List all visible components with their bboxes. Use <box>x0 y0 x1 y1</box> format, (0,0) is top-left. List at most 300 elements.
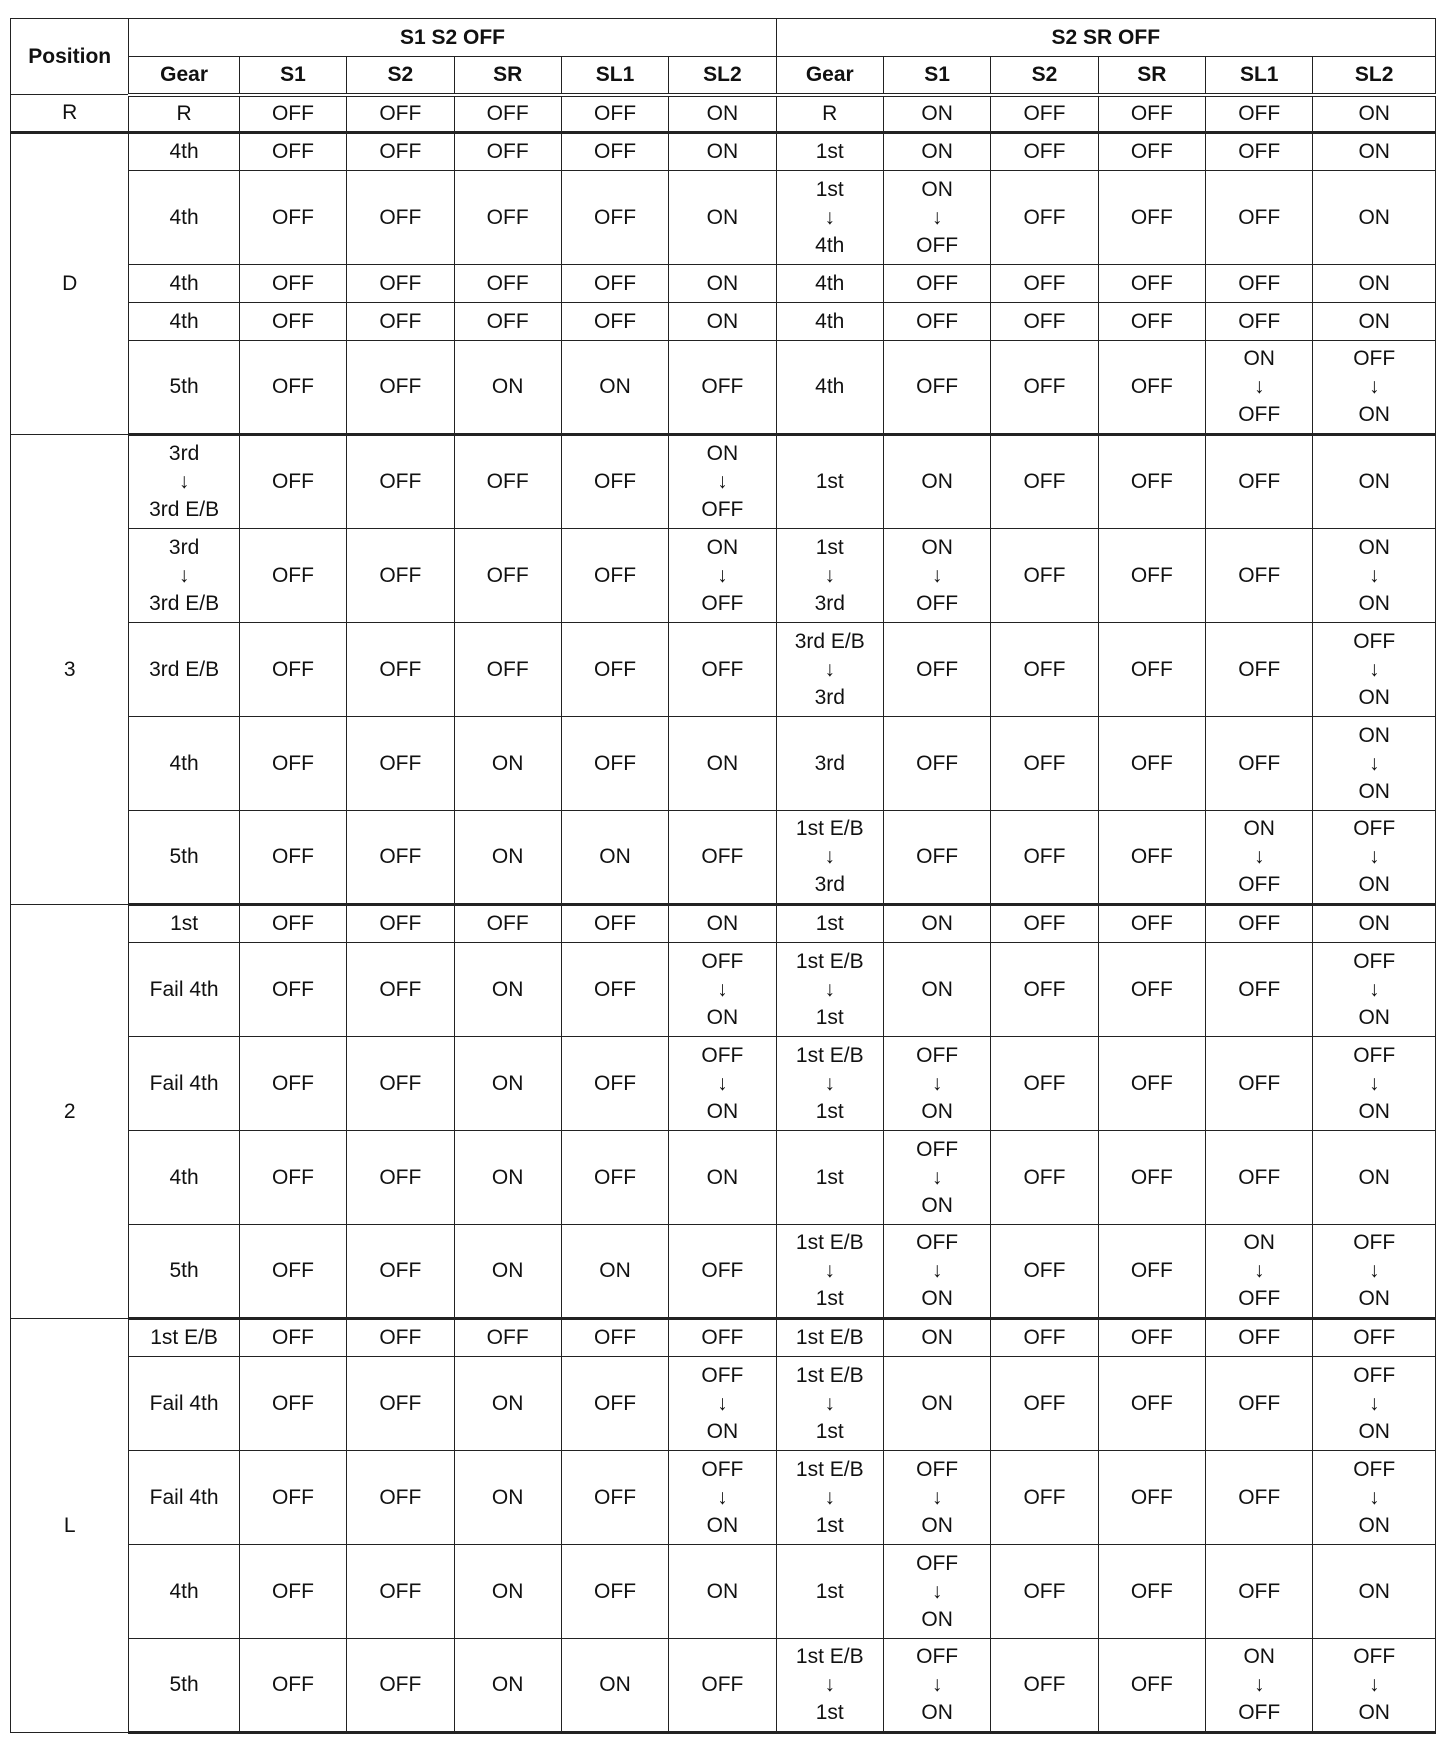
cell-text: OFF <box>594 1326 637 1349</box>
table-cell <box>239 133 346 171</box>
table-cell <box>669 1451 776 1545</box>
down-arrow-icon: ↓ <box>931 1485 943 1509</box>
cell-text: OFF <box>1238 140 1281 163</box>
solenoid-shift-table <box>10 18 1436 1734</box>
cell-text: OFF <box>1023 101 1066 125</box>
cell-text: OFF <box>594 1391 637 1415</box>
table-row <box>11 171 1436 265</box>
cell-text: OFF <box>1130 657 1173 681</box>
cell-text: ON <box>1358 535 1390 559</box>
down-arrow-icon: ↓ <box>178 470 190 493</box>
table-cell <box>991 529 1098 623</box>
table-cell <box>454 341 561 435</box>
down-arrow-icon: ↓ <box>931 1071 943 1095</box>
table-cell <box>347 95 454 133</box>
table-cell <box>239 303 346 341</box>
cell-text: OFF <box>1353 1326 1396 1349</box>
table-cell <box>991 943 1098 1037</box>
cell-text: 1st E/B <box>795 1231 864 1254</box>
cell-text: OFF <box>271 470 314 493</box>
table-cell <box>561 529 668 623</box>
table-cell <box>347 265 454 303</box>
cell-text: OFF <box>916 1043 959 1067</box>
table-cell <box>1098 1639 1205 1733</box>
cell-text: OFF <box>379 1326 422 1349</box>
cell-text: OFF <box>1023 912 1066 935</box>
cell-text: ON <box>921 470 953 493</box>
down-arrow-icon: ↓ <box>931 1579 943 1603</box>
cell-text: 1st <box>815 1513 844 1537</box>
down-arrow-icon: ↓ <box>717 1071 728 1095</box>
cell-text: ON <box>921 1287 953 1310</box>
table-cell <box>347 943 454 1037</box>
cell-text: OFF <box>1238 271 1281 295</box>
cell-text: 5th <box>169 1259 199 1282</box>
cell-text: OFF <box>1238 101 1281 125</box>
cell-text: 3rd <box>168 535 200 559</box>
table-cell <box>347 1545 454 1639</box>
table-cell <box>776 341 883 435</box>
table-cell <box>883 341 990 435</box>
down-arrow-icon: ↓ <box>824 845 835 868</box>
table-cell <box>1098 1545 1205 1639</box>
table-cell <box>239 95 346 133</box>
cell-text: 3rd <box>168 442 200 465</box>
table-cell <box>239 341 346 435</box>
table-cell <box>1313 623 1436 717</box>
table-cell <box>883 133 990 171</box>
table-cell <box>1313 1639 1436 1733</box>
cell-text: OFF <box>916 1551 959 1575</box>
table-cell <box>669 1357 776 1451</box>
cell-text: ON <box>491 845 524 868</box>
group-header-left: S1 S2 OFF <box>129 19 776 57</box>
cell-text: OFF <box>486 271 529 295</box>
table-cell <box>239 623 346 717</box>
table-cell <box>561 1037 668 1131</box>
down-arrow-icon: ↓ <box>717 977 728 1001</box>
table-cell <box>1313 1131 1436 1225</box>
table-cell <box>991 435 1098 529</box>
table-cell <box>991 717 1098 811</box>
table-cell <box>1098 303 1205 341</box>
cell-text: OFF <box>1023 271 1066 295</box>
cell-text: ON <box>921 1701 953 1724</box>
cell-text: OFF <box>1023 1579 1066 1603</box>
cell-text: OFF <box>486 470 529 493</box>
cell-text: OFF <box>379 1165 422 1189</box>
cell-text: OFF <box>271 1326 314 1349</box>
table-cell <box>561 1639 668 1733</box>
cell-text: ON <box>1358 470 1390 493</box>
cell-text: ON <box>706 1419 739 1443</box>
cell-text: OFF <box>1130 1485 1173 1509</box>
cell-text: OFF <box>1130 1165 1173 1189</box>
table-cell <box>776 1357 883 1451</box>
cell-text: OFF <box>1130 1391 1173 1415</box>
cell-text: OFF <box>1130 845 1173 868</box>
table-cell <box>1098 265 1205 303</box>
table-cell <box>239 1545 346 1639</box>
down-arrow-icon: ↓ <box>1368 1485 1380 1509</box>
table-cell <box>991 1037 1098 1131</box>
table-cell <box>454 265 561 303</box>
table-cell <box>991 133 1098 171</box>
table-cell <box>239 717 346 811</box>
column-header: SL1 <box>561 57 668 95</box>
cell-text: Fail 4th <box>149 1391 219 1415</box>
cell-text: OFF <box>1023 1165 1066 1189</box>
table-cell <box>776 1225 883 1319</box>
table-row <box>11 303 1436 341</box>
down-arrow-icon: ↓ <box>824 1259 835 1282</box>
table-cell <box>1313 943 1436 1037</box>
cell-text: OFF <box>379 271 422 295</box>
solenoid-table-container <box>10 18 1436 1734</box>
cell-text: ON <box>599 845 631 868</box>
table-row <box>11 811 1436 905</box>
column-header: S1 <box>883 57 990 95</box>
cell-text: OFF <box>271 977 314 1001</box>
cell-text: ON <box>1358 1287 1390 1310</box>
table-cell <box>883 1037 990 1131</box>
cell-text: OFF <box>916 1137 959 1161</box>
cell-text: OFF <box>486 140 529 163</box>
cell-text: OFF <box>379 1673 422 1696</box>
position-cell: D <box>11 133 129 435</box>
group-header-right: S2 SR OFF <box>776 19 1435 57</box>
table-cell <box>239 265 346 303</box>
cell-text: OFF <box>594 1485 637 1509</box>
table-cell <box>1098 95 1205 133</box>
table-cell <box>129 717 239 811</box>
table-cell <box>454 95 561 133</box>
table-row <box>11 623 1436 717</box>
down-arrow-icon: ↓ <box>824 1673 835 1696</box>
cell-text: ON <box>491 375 524 398</box>
table-cell <box>1206 303 1313 341</box>
table-cell <box>561 133 668 171</box>
cell-text: OFF <box>486 912 529 935</box>
table-cell <box>129 943 239 1037</box>
table-cell <box>1206 1545 1313 1639</box>
cell-text: OFF <box>1130 977 1173 1001</box>
table-cell <box>1098 1319 1205 1357</box>
table-cell <box>561 717 668 811</box>
cell-text: OFF <box>271 101 314 125</box>
table-row <box>11 341 1436 435</box>
cell-text: OFF <box>1130 205 1173 229</box>
cell-text: ON <box>921 535 953 559</box>
cell-text: OFF <box>594 1071 637 1095</box>
table-cell <box>454 133 561 171</box>
cell-text: R <box>176 101 192 125</box>
table-cell <box>1313 1451 1436 1545</box>
cell-text: 4th <box>169 140 199 163</box>
cell-text: ON <box>1358 403 1390 426</box>
cell-text: ON <box>921 101 953 125</box>
table-cell <box>347 811 454 905</box>
table-cell <box>129 171 239 265</box>
table-cell <box>239 1037 346 1131</box>
table-cell <box>883 905 990 943</box>
table-cell <box>991 1225 1098 1319</box>
table-cell <box>454 623 561 717</box>
cell-text: ON <box>706 101 739 125</box>
table-cell <box>669 435 776 529</box>
cell-text: OFF <box>594 140 637 163</box>
table-cell <box>239 905 346 943</box>
table-cell <box>883 1225 990 1319</box>
cell-text: OFF <box>916 375 959 398</box>
cell-text: OFF <box>379 751 422 775</box>
table-cell <box>454 1639 561 1733</box>
cell-text: ON <box>706 1005 739 1029</box>
cell-text: 1st <box>815 140 844 163</box>
down-arrow-icon: ↓ <box>178 563 190 587</box>
cell-text: ON <box>599 1259 631 1282</box>
table-cell <box>883 1131 990 1225</box>
cell-text: ON <box>599 375 631 398</box>
table-cell <box>454 303 561 341</box>
table-cell <box>883 1639 990 1733</box>
table-cell <box>1313 905 1436 943</box>
cell-text: OFF <box>1238 657 1281 681</box>
cell-text: OFF <box>1130 1673 1173 1696</box>
table-cell <box>1313 303 1436 341</box>
table-cell <box>883 95 990 133</box>
cell-text: OFF <box>594 101 637 125</box>
table-cell <box>454 1319 561 1357</box>
cell-text: ON <box>491 1165 524 1189</box>
down-arrow-icon: ↓ <box>1368 845 1380 868</box>
table-cell <box>776 303 883 341</box>
table-row <box>11 1357 1436 1451</box>
cell-text: OFF <box>701 1259 744 1282</box>
table-cell <box>776 1451 883 1545</box>
cell-text: OFF <box>379 657 422 681</box>
cell-text: OFF <box>486 101 529 125</box>
cell-text: 4th <box>815 375 845 398</box>
table-cell <box>669 171 776 265</box>
table-cell <box>1313 95 1436 133</box>
cell-text: OFF <box>701 1673 744 1696</box>
cell-text: OFF <box>486 205 529 229</box>
cell-text: OFF <box>379 470 422 493</box>
table-cell <box>454 943 561 1037</box>
table-cell <box>561 1451 668 1545</box>
table-cell <box>883 1545 990 1639</box>
table-row <box>11 1037 1436 1131</box>
table-cell <box>347 1037 454 1131</box>
position-cell: R <box>11 95 129 133</box>
cell-text: OFF <box>379 205 422 229</box>
cell-text: ON <box>1358 1701 1390 1724</box>
cell-text: OFF <box>486 563 529 587</box>
table-row <box>11 943 1436 1037</box>
cell-text: ON <box>706 1099 739 1123</box>
column-header: SL2 <box>669 57 776 95</box>
table-cell <box>561 1131 668 1225</box>
cell-text: 5th <box>169 1673 199 1696</box>
cell-text: OFF <box>1238 1165 1281 1189</box>
table-cell <box>669 1037 776 1131</box>
table-cell <box>1098 905 1205 943</box>
down-arrow-icon: ↓ <box>824 657 835 681</box>
table-cell <box>991 1451 1098 1545</box>
table-cell <box>239 529 346 623</box>
table-cell <box>561 905 668 943</box>
cell-text: ON <box>491 1485 524 1509</box>
table-row <box>11 1639 1436 1733</box>
cell-text: OFF <box>1023 657 1066 681</box>
table-row <box>11 1451 1436 1545</box>
cell-text: ON <box>491 751 524 775</box>
table-cell <box>454 811 561 905</box>
cell-text: OFF <box>271 1071 314 1095</box>
cell-text: OFF <box>1023 1071 1066 1095</box>
cell-text: ON <box>921 977 953 1001</box>
table-cell <box>1206 943 1313 1037</box>
cell-text: OFF <box>701 949 744 973</box>
table-cell <box>669 1131 776 1225</box>
down-arrow-icon: ↓ <box>717 1485 728 1509</box>
table-cell <box>1206 1319 1313 1357</box>
cell-text: ON <box>1358 779 1390 803</box>
down-arrow-icon: ↓ <box>1368 1259 1380 1282</box>
cell-text: OFF <box>1130 101 1173 125</box>
table-cell <box>1206 623 1313 717</box>
table-row <box>11 905 1436 943</box>
cell-text: OFF <box>379 101 422 125</box>
cell-text: OFF <box>1130 1326 1173 1349</box>
table-cell <box>129 341 239 435</box>
table-cell <box>1206 171 1313 265</box>
cell-text: ON <box>599 1673 631 1696</box>
table-cell <box>347 133 454 171</box>
table-cell <box>347 717 454 811</box>
table-cell <box>991 95 1098 133</box>
down-arrow-icon: ↓ <box>1253 375 1265 398</box>
cell-text: ON <box>1358 1165 1390 1189</box>
table-cell <box>1206 529 1313 623</box>
table-cell <box>347 341 454 435</box>
cell-text: OFF <box>916 309 959 333</box>
table-cell <box>454 1357 561 1451</box>
cell-text: OFF <box>701 498 744 521</box>
table-row <box>11 529 1436 623</box>
cell-text: 5th <box>169 375 199 398</box>
cell-text: OFF <box>916 1645 959 1668</box>
table-cell <box>883 1451 990 1545</box>
down-arrow-icon: ↓ <box>1368 1673 1380 1696</box>
cell-text: OFF <box>916 751 959 775</box>
cell-text: OFF <box>379 845 422 868</box>
table-cell <box>883 435 990 529</box>
cell-text: OFF <box>916 233 959 257</box>
cell-text: OFF <box>1023 205 1066 229</box>
down-arrow-icon: ↓ <box>717 1391 728 1415</box>
cell-text: 1st <box>815 1287 844 1310</box>
cell-text: OFF <box>701 591 744 615</box>
table-cell <box>561 171 668 265</box>
cell-text: OFF <box>594 1165 637 1189</box>
table-cell <box>239 943 346 1037</box>
cell-text: 3rd <box>814 685 845 709</box>
down-arrow-icon: ↓ <box>1368 563 1380 587</box>
cell-text: OFF <box>1238 1579 1281 1603</box>
table-cell <box>1313 717 1436 811</box>
table-cell <box>883 303 990 341</box>
table-cell <box>1206 1225 1313 1319</box>
cell-text: 4th <box>815 233 845 257</box>
cell-text: 3rd E/B <box>149 498 220 521</box>
cell-text: 1st E/B <box>795 817 864 840</box>
table-cell <box>883 717 990 811</box>
table-cell <box>347 1131 454 1225</box>
cell-text: ON <box>706 1165 739 1189</box>
table-cell <box>991 811 1098 905</box>
cell-text: OFF <box>1353 949 1396 973</box>
table-cell <box>1098 1131 1205 1225</box>
cell-text: OFF <box>1130 375 1173 398</box>
table-cell <box>129 133 239 171</box>
column-header: S2 <box>347 57 454 95</box>
down-arrow-icon: ↓ <box>1368 1391 1380 1415</box>
cell-text: OFF <box>1023 1326 1066 1349</box>
table-cell <box>776 943 883 1037</box>
cell-text: OFF <box>594 205 637 229</box>
cell-text: OFF <box>1130 470 1173 493</box>
down-arrow-icon: ↓ <box>1368 375 1380 398</box>
cell-text: 4th <box>815 271 845 295</box>
position-cell: 2 <box>11 905 129 1319</box>
table-cell <box>669 943 776 1037</box>
table-cell <box>347 1639 454 1733</box>
cell-text: ON <box>921 1326 953 1349</box>
down-arrow-icon: ↓ <box>824 1071 835 1095</box>
table-cell <box>883 623 990 717</box>
cell-text: OFF <box>271 657 314 681</box>
cell-text: ON <box>706 1579 739 1603</box>
cell-text: OFF <box>916 845 959 868</box>
cell-text: OFF <box>1023 563 1066 587</box>
down-arrow-icon: ↓ <box>931 205 943 229</box>
table-row <box>11 1225 1436 1319</box>
cell-text: ON <box>491 1579 524 1603</box>
table-cell <box>454 1545 561 1639</box>
cell-text: 1st <box>815 1701 844 1724</box>
column-header: Gear <box>776 57 883 95</box>
cell-text: OFF <box>1238 1701 1281 1724</box>
cell-text: OFF <box>1353 1043 1396 1067</box>
table-cell <box>776 95 883 133</box>
cell-text: ON <box>1243 1231 1275 1254</box>
table-cell <box>347 623 454 717</box>
cell-text: OFF <box>916 1457 959 1481</box>
down-arrow-icon: ↓ <box>717 470 728 493</box>
down-arrow-icon: ↓ <box>1368 751 1380 775</box>
table-row <box>11 1545 1436 1639</box>
table-cell <box>347 1357 454 1451</box>
cell-text: OFF <box>1238 1485 1281 1509</box>
table-cell <box>669 133 776 171</box>
column-header: SR <box>454 57 561 95</box>
cell-text: 3rd <box>814 751 845 775</box>
cell-text: ON <box>706 912 739 935</box>
cell-text: 1st <box>815 177 844 201</box>
cell-text: OFF <box>701 1326 744 1349</box>
